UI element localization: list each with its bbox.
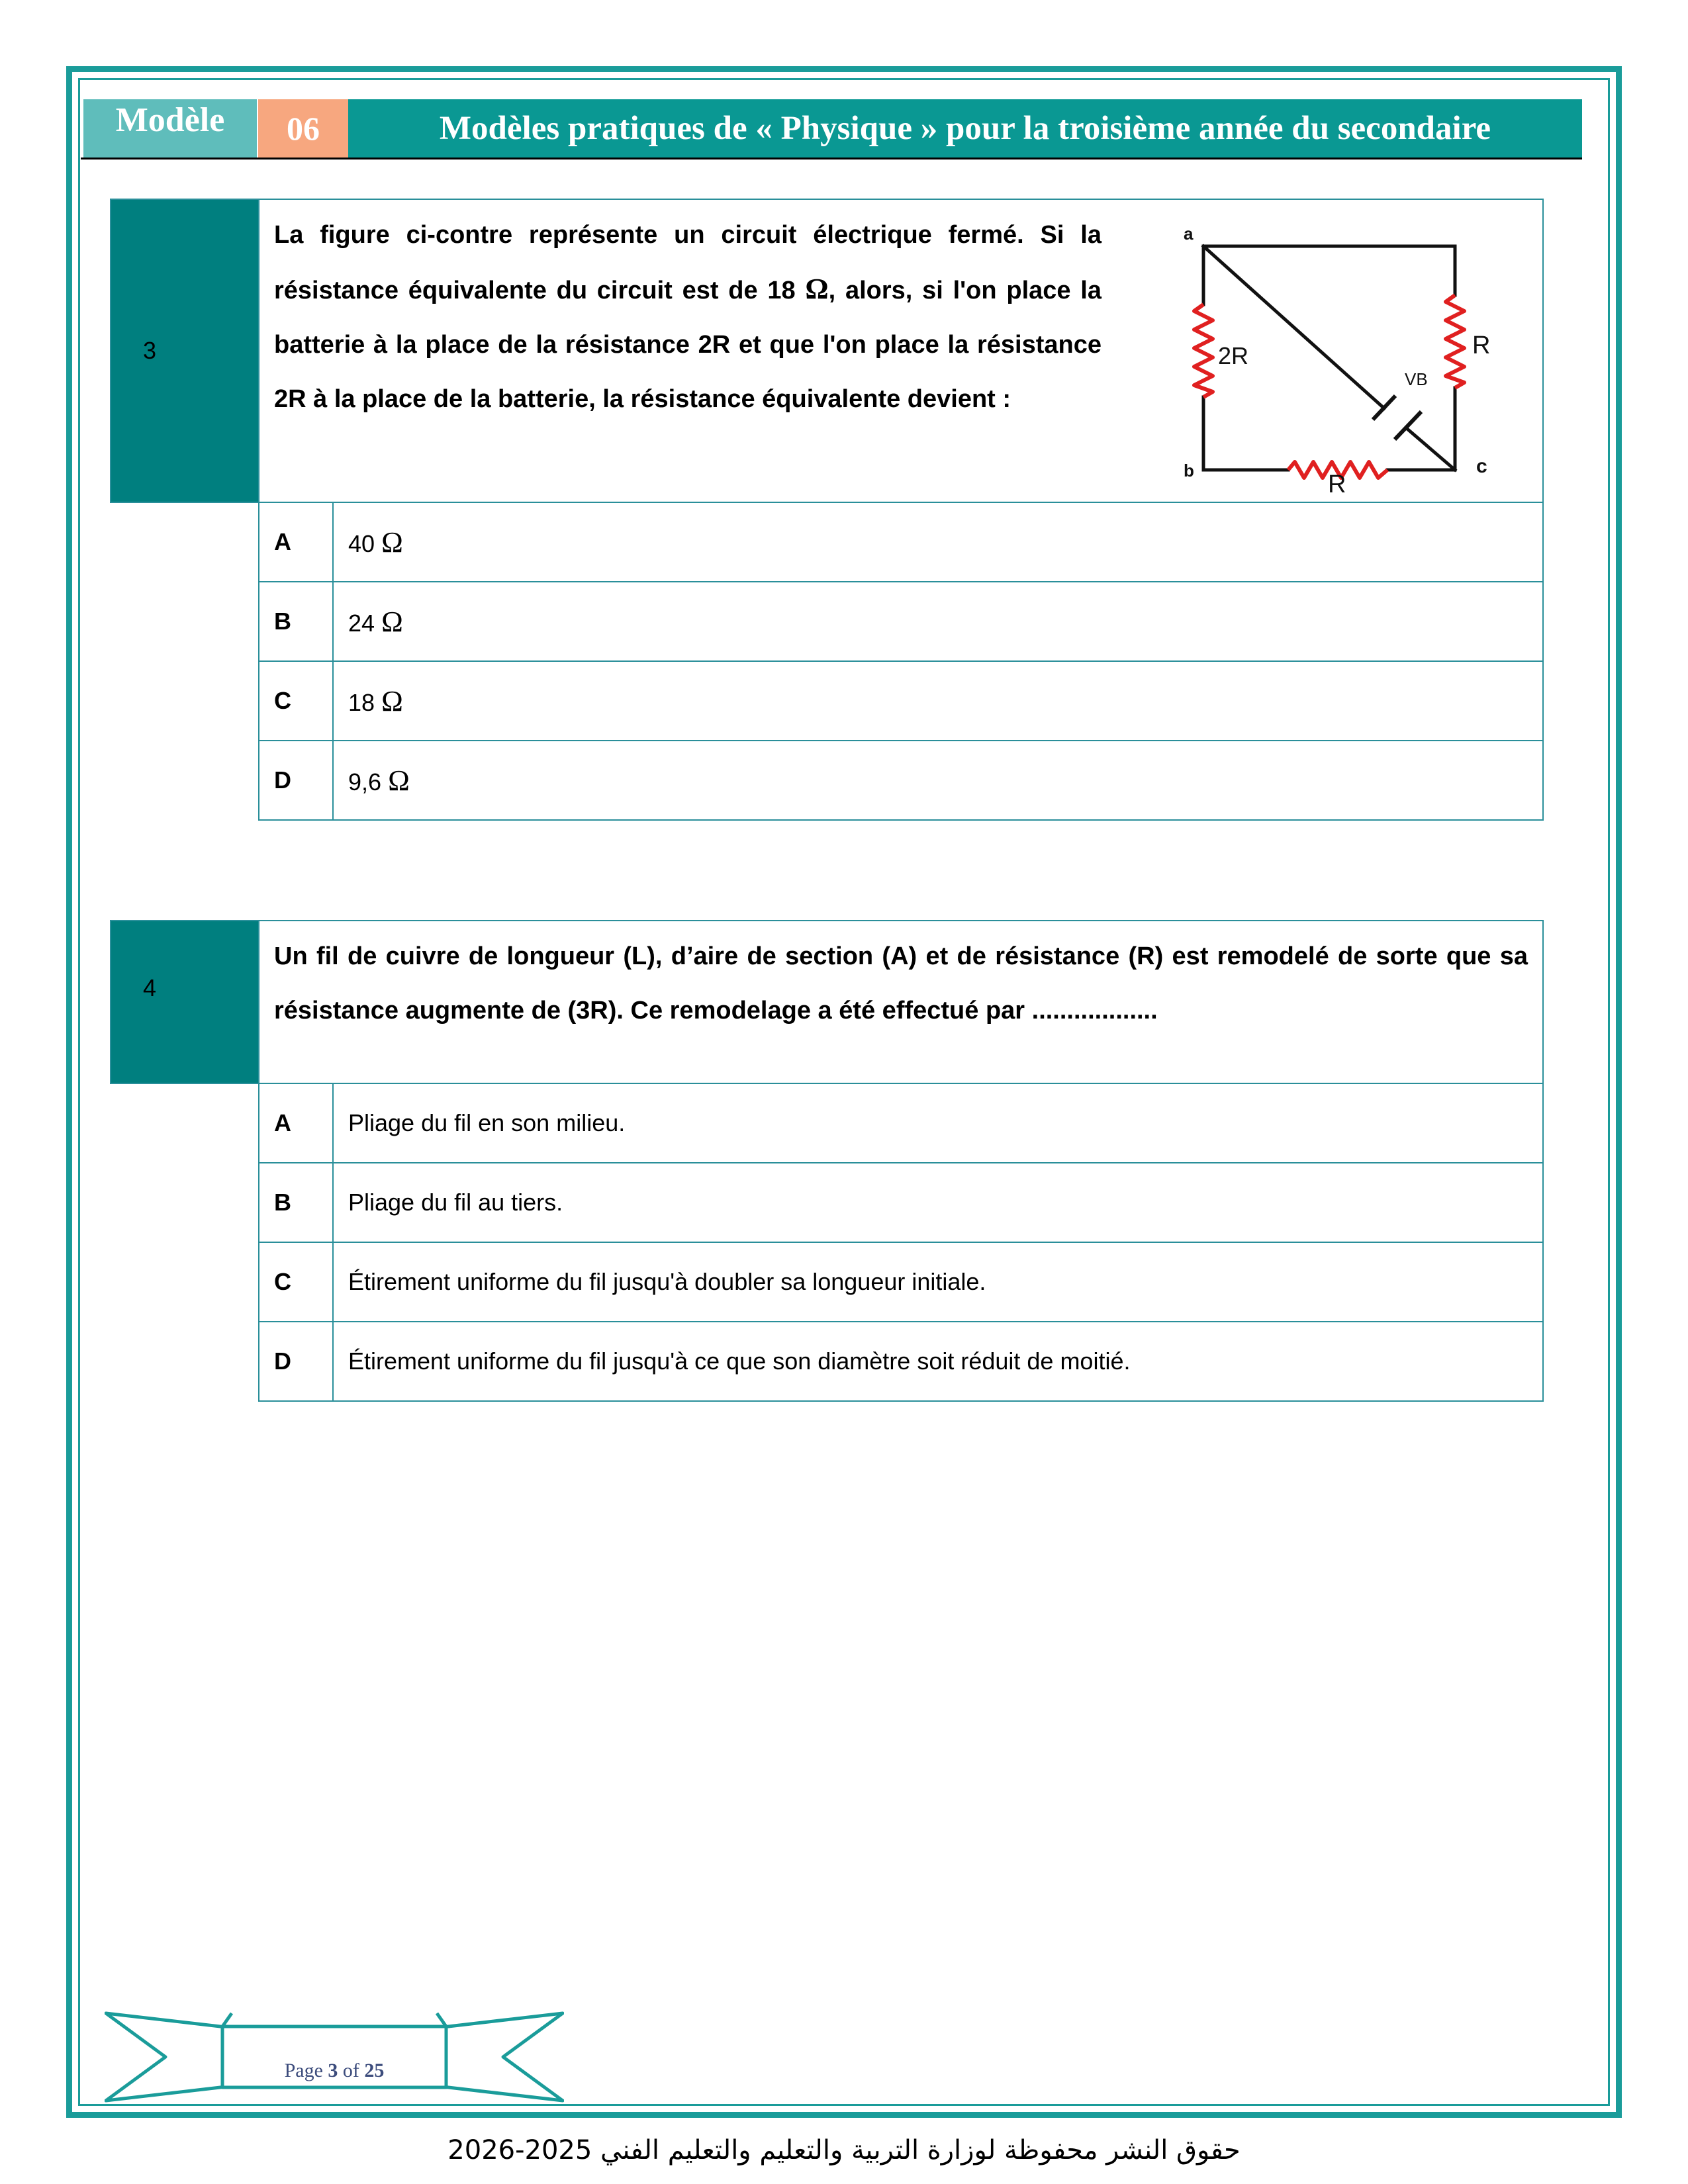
ohm-symbol: Ω [381,525,403,559]
page-indicator: Page 3 of 25 [284,2060,385,2081]
option-letter: C [259,1242,333,1322]
option-letter: D [259,1322,333,1401]
question-number-cell [111,199,259,502]
resistor-2r [1194,304,1213,397]
label-vb: VB [1405,369,1428,389]
option-row[interactable] [111,502,1543,582]
page-title: Modèles pratiques de « Physique » pour la troisième année du secondaire [348,99,1582,158]
option-text: Étirement uniforme du fil jusqu'à ce que son diamètre soit réduit de moitié. [333,1322,1543,1401]
option-text: Étirement uniforme du fil jusqu'à doubler sa longueur initiale. [333,1242,1543,1322]
page-ribbon [105,2008,564,2107]
option-text: Pliage du fil en son milieu. [333,1083,1543,1163]
option-row[interactable] [111,1242,1543,1322]
option-text: Pliage du fil au tiers. [333,1163,1543,1242]
node-b-label: b [1184,461,1194,480]
header-underline [81,158,1582,159]
label-r-right: R [1472,332,1491,359]
option-row[interactable] [111,1163,1543,1242]
question-3-table [110,199,1544,821]
option-row[interactable] [111,1322,1543,1401]
option-value: 18 Ω [333,661,1543,741]
option-value: 9,6 Ω [333,741,1543,820]
wire-diagonal-lower [1408,430,1455,470]
node-a-label: a [1184,224,1194,244]
option-value: 40 Ω [333,502,1543,582]
option-letter: A [259,502,333,582]
option-letter: A [259,1083,333,1163]
resistor-r-right [1446,295,1464,388]
label-r-bottom: R [1328,471,1346,492]
option-row[interactable] [111,741,1543,820]
label-2r: 2R [1218,342,1249,369]
option-letter: C [259,661,333,741]
wire-diagonal-upper [1203,246,1384,408]
option-letter: B [259,582,333,661]
question-number-cell [111,921,259,1083]
option-row[interactable] [111,1083,1543,1163]
model-number: 06 [258,99,348,158]
option-row[interactable] [111,582,1543,661]
ohm-symbol: Ω [388,764,410,797]
ohm-symbol: Ω [381,684,403,717]
model-label: Modèle [81,99,257,158]
question-number: 4 [143,974,157,1001]
question-3-text: La figure ci-contre représente un circuit électrique fermé. Si la résistance équivalente du circuit est de 18 Ω, alors, si l'on place la batterie à la place de la résistance 2R et que l'on place la résistance 2R à la place de la batterie, la résistance équivalente devient : [274,221,1102,413]
question-number: 3 [143,337,157,364]
question-4-text: Un fil de cuivre de longueur (L), d’aire de section (A) et de résistance (R) est remodelé de sorte que sa résistance augmente de (3R). Ce remodelage a été effectué par .................. [259,921,1543,1083]
option-value: 24 Ω [333,582,1543,661]
option-letter: B [259,1163,333,1242]
option-letter: D [259,741,333,820]
question-3-body [259,199,1543,502]
ohm-symbol: Ω [805,273,829,305]
ohm-symbol: Ω [381,605,403,638]
circuit-diagram [1174,214,1519,492]
question-4-table [110,920,1544,1402]
option-row[interactable] [111,661,1543,741]
node-c-label: c [1476,455,1487,477]
copyright-notice: حقوق النشر محفوظة لوزارة التربية والتعليم والتعليم الفني 2025-2026 [447,2135,1241,2165]
